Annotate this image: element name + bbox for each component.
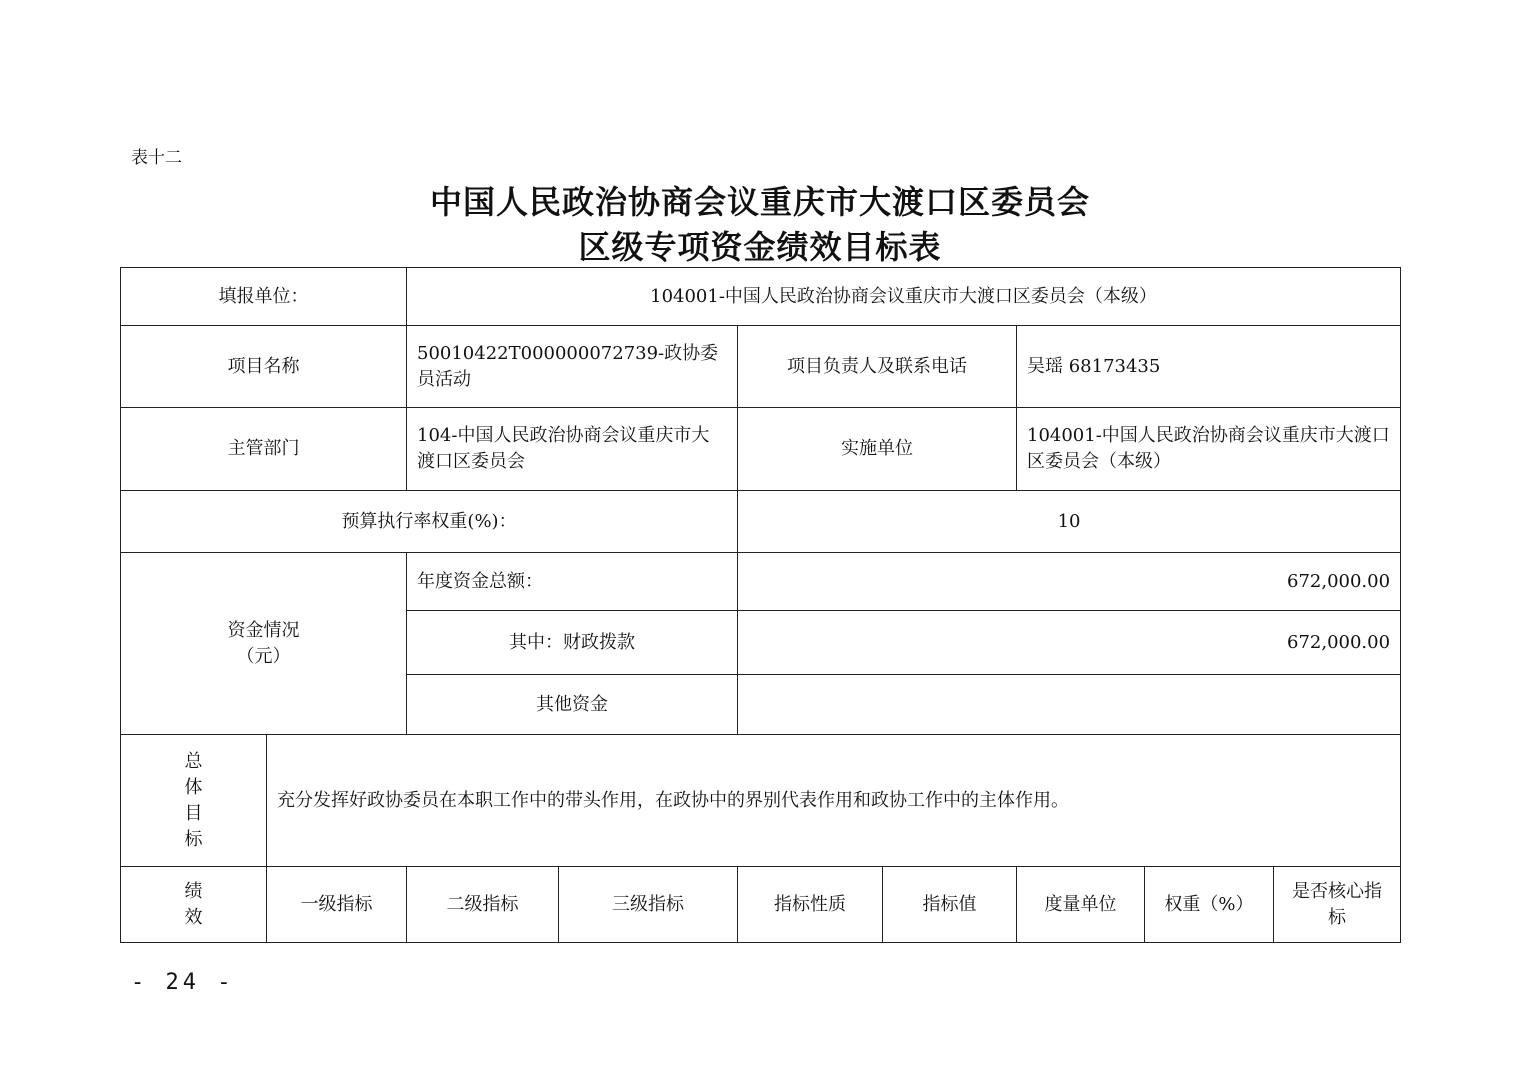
- other-funds-value: [738, 675, 1401, 735]
- table-row: [121, 326, 1401, 408]
- document-title-line1: 中国人民政治协商会议重庆市大渡口区委员会: [429, 183, 1090, 221]
- overall-goal-label: [121, 735, 267, 867]
- funds-label-line2: （元）: [236, 645, 291, 667]
- indicator-value-header: 指标值: [883, 867, 1017, 943]
- page-number: - 24 -: [131, 970, 235, 995]
- department-label: 主管部门: [121, 408, 407, 491]
- weight-header: 权重（%）: [1145, 867, 1274, 943]
- project-name-label: 项目名称: [121, 326, 407, 408]
- performance-char: 绩: [184, 880, 203, 902]
- fiscal-allocation-label: 其中：财政拨款: [407, 611, 738, 675]
- level3-indicator-header: 三级指标: [559, 867, 738, 943]
- funds-label: [121, 553, 407, 735]
- level2-indicator-header: 二级指标: [407, 867, 559, 943]
- annual-total-label: 年度资金总额：: [407, 553, 738, 611]
- table-row: [121, 735, 1401, 867]
- overall-goal-char: 标: [184, 828, 203, 850]
- budget-weight-value: 10: [738, 491, 1401, 553]
- overall-goal-value: 充分发挥好政协委员在本职工作中的带头作用，在政协中的界别代表作用和政协工作中的主体作用。: [267, 735, 1401, 867]
- overall-goal-char: 体: [184, 776, 203, 798]
- table-row: [121, 867, 1401, 943]
- annual-total-value: 672,000.00: [738, 553, 1401, 611]
- fiscal-allocation-value: 672,000.00: [738, 611, 1401, 675]
- performance-target-table: [120, 267, 1401, 943]
- table-row: [121, 408, 1401, 491]
- indicator-nature-header: 指标性质: [738, 867, 883, 943]
- project-leader-value: 吴瑶 68173435: [1017, 326, 1401, 408]
- core-indicator-header: [1274, 867, 1401, 943]
- measure-unit-header: 度量单位: [1017, 867, 1145, 943]
- implementing-unit-value: 104001-中国人民政治协商会议重庆市大渡口区委员会（本级）: [1017, 408, 1401, 491]
- project-name-value: 50010422T000000072739-政协委员活动: [407, 326, 738, 408]
- implementing-unit-label: 实施单位: [738, 408, 1017, 491]
- performance-label: [121, 867, 267, 943]
- level1-indicator-header: 一级指标: [267, 867, 407, 943]
- other-funds-label: 其他资金: [407, 675, 738, 735]
- budget-weight-label: 预算执行率权重(%)：: [121, 491, 738, 553]
- project-leader-label: 项目负责人及联系电话: [738, 326, 1017, 408]
- table-row: [121, 268, 1401, 326]
- funds-label-line1: 资金情况: [227, 619, 300, 641]
- table-number-label: 表十二: [131, 148, 182, 168]
- table-row: [121, 553, 1401, 611]
- table-row: [121, 491, 1401, 553]
- reporting-unit-value: 104001-中国人民政治协商会议重庆市大渡口区委员会（本级）: [407, 268, 1401, 326]
- document-title-line2: 区级专项资金绩效目标表: [578, 228, 942, 266]
- core-indicator-line2: 标: [1328, 906, 1347, 928]
- overall-goal-char: 总: [184, 750, 203, 772]
- core-indicator-line1: 是否核心指: [1292, 880, 1383, 902]
- performance-char: 效: [184, 906, 203, 928]
- reporting-unit-label: 填报单位：: [121, 268, 407, 326]
- department-value: 104-中国人民政治协商会议重庆市大渡口区委员会: [407, 408, 738, 491]
- overall-goal-char: 目: [184, 802, 203, 824]
